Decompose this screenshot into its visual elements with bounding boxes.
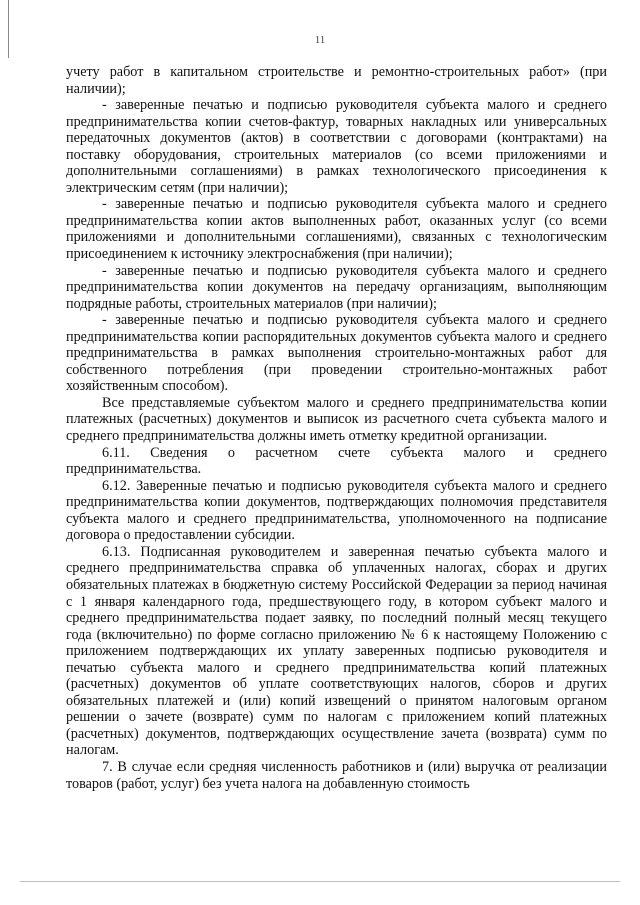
paragraph-bullet-transfer-docs: - заверенные печатью и подписью руководителя субъекта малого и среднего предпринимательства копии документов на передачу организациям, выполняющим подрядные работы, строительных материалов (при наличии);: [66, 262, 607, 312]
paragraph-bullet-invoices: - заверенные печатью и подписью руководителя субъекта малого и среднего предпринимательства копии счетов-фактур, товарных накладных или универсальных передаточных документов (актов) в соответствии с договорами (контрактами) на поставку оборудования, строительных материалов (со всеми приложениями и дополнительными соглашениями) в рамках технологического присоединения к электрическим сетям (при наличии);: [66, 97, 607, 196]
paragraph-bullet-administrative-docs: - заверенные печатью и подписью руководителя субъекта малого и среднего предпринимательства копии распорядительных документов субъекта малого и среднего предпринимательства в рамках выполнения строительно-монтажных работ для собственного потребления (при проведении строительно-монтажных работ хозяйственным способом).: [66, 312, 607, 395]
paragraph-payment-docs-note: Все представляемые субъектом малого и среднего предпринимательства копии платежных (расчетных) документов и выписок из расчетного счета субъекта малого и среднего предпринимательства должны иметь отметку кредитной организации.: [66, 394, 607, 445]
paragraph-7: 7. В случае если средняя численность работников и (или) выручка от реализации товаров (работ, услуг) без учета налога на добавленную стоимость: [66, 758, 607, 792]
paragraph-6-11: 6.11. Сведения о расчетном счете субъекта малого и среднего предпринимательства.: [66, 444, 607, 478]
page-number: 11: [314, 34, 326, 46]
paragraph-6-12: 6.12. Заверенные печатью и подписью руководителя субъекта малого и среднего предпринимательства копии документов, подтверждающих полномочия представителя субъекта малого и среднего предпринимательства, уполномоченного на подписание договора о предоставлении субсидии.: [66, 477, 607, 544]
paragraph-bullet-acts: - заверенные печатью и подписью руководителя субъекта малого и среднего предпринимательства копии актов выполненных работ, оказанных услуг (со всеми приложениями и дополнительными соглашениями), связанных с технологическим присоединением к источнику электроснабжения (при наличии);: [66, 196, 607, 263]
document-body: [66, 64, 607, 792]
scan-edge-mark: [8, 0, 9, 58]
page-bottom-rule: [20, 881, 620, 882]
paragraph-continuation: учету работ в капитальном строительстве и ремонтно-строительных работ» (при наличии);: [66, 64, 607, 97]
paragraph-6-13: 6.13. Подписанная руководителем и заверенная печатью субъекта малого и среднего предпринимательства справка об уплаченных налогах, сборах и других обязательных платежах в бюджетную систему Российской Федерации за период начиная с 1 января календарного года, предшествующего году, в котором субъект малого и среднего предпринимательства подает заявку, по последний полный месяц текущего года (включительно) по форме согласно приложению № 6 к настоящему Положению с приложением подтверждающих их уплату заверенных подписью руководителя и печатью субъекта малого и среднего предпринимательства копий платежных (расчетных) документов об уплате соответствующих налогов, сборов и других обязательных платежей и (или) копий извещений о принятом налоговым органом решении о зачете (возврате) сумм по налогам с приложением копий платежных (расчетных) документов, подтверждающих осуществление зачета (возврата) сумм по налогам.: [66, 543, 607, 759]
